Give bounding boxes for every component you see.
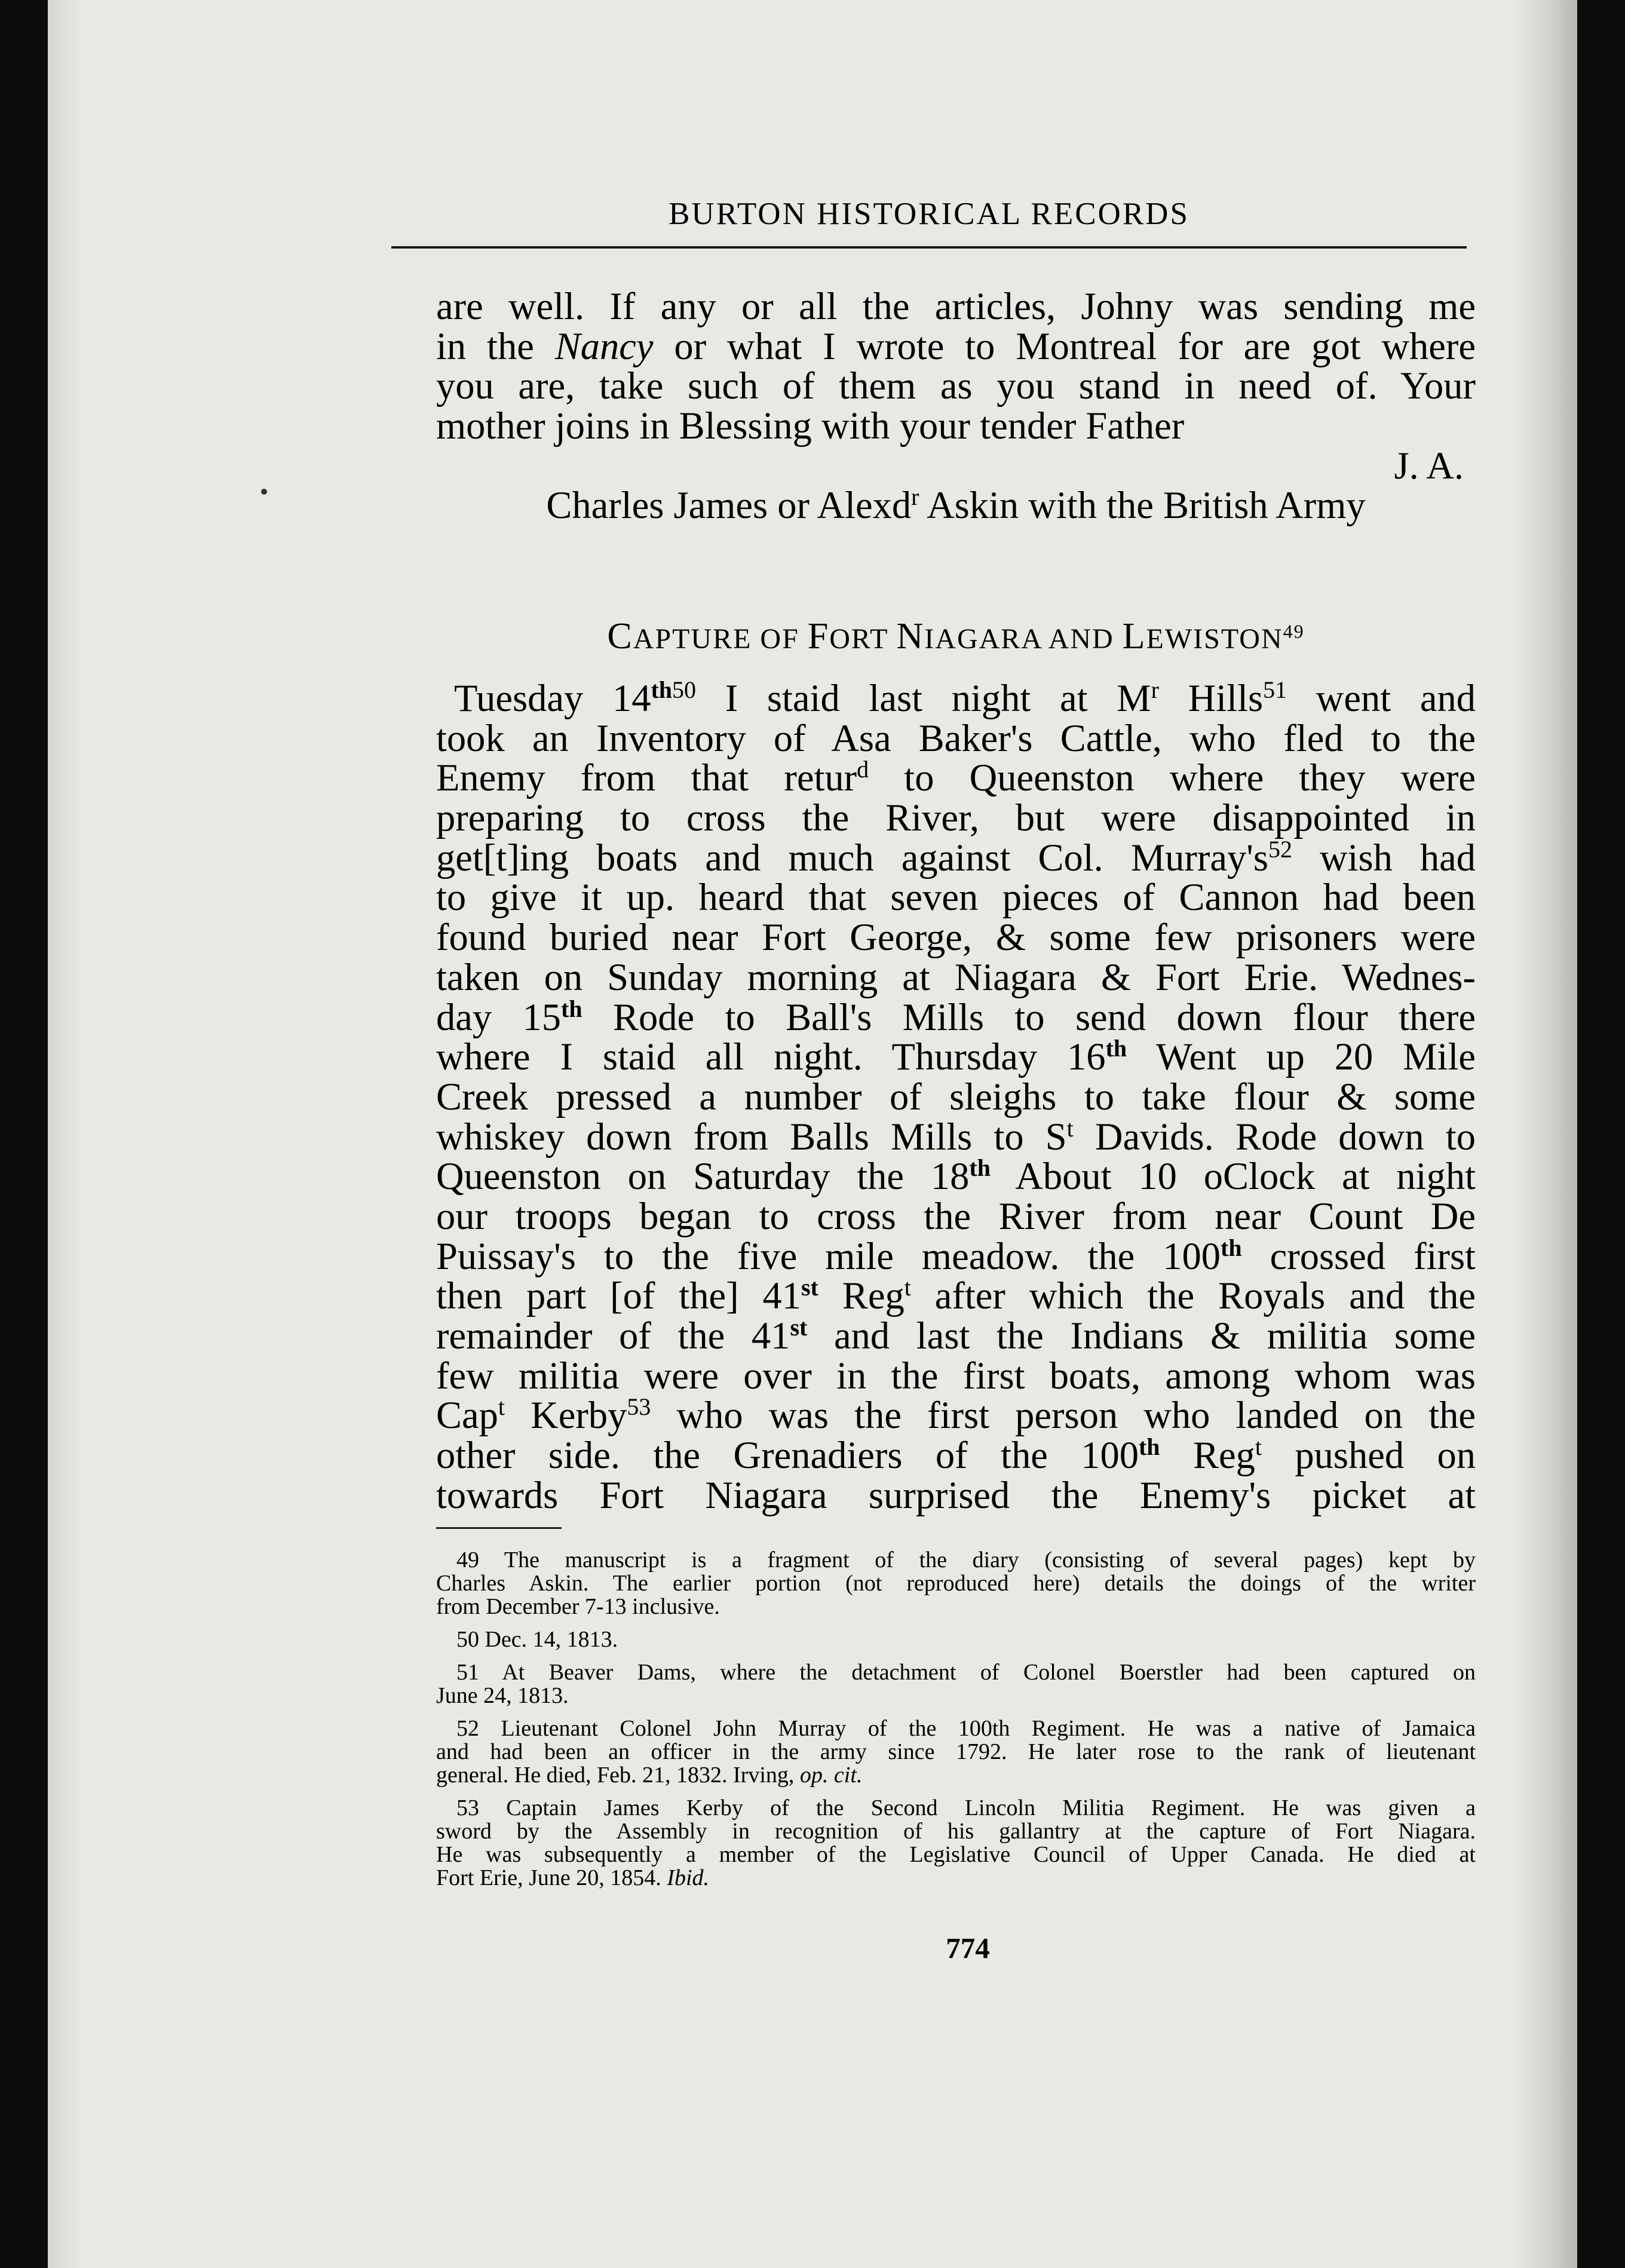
text-line: Puissay's to the five mile meadow. the 100th crossed first [436,1234,1476,1277]
footnote-51: 51 At Beaver Dams, where the detachment of Colonel Boerstler had been captured on June 24, 1813. [436,1660,1476,1708]
text-line: Enemy from that retur$^d$ to Queenston where they were [436,756,1476,799]
text-line: whiskey down from Balls Mills to $S^t$ Davids. Rode down to [436,1114,1476,1158]
text-line: Queenston on Saturday the 18th About 10 oClock at night [436,1154,1476,1198]
text-line: our troops began to cross the River from near Count De [436,1194,1476,1237]
text-line: get[t]ing boats and much against Col. $Murray's^{52}$ wish had [436,835,1476,879]
text-line: then part [of the] 41st Reg$^t$ after which the Royals and the [436,1274,1476,1317]
text-line: remainder of the 41st and last the Indians & militia some [436,1314,1476,1357]
text-line: in the Nancy or what I wrote to Montreal for are got where [436,324,1476,367]
footnote-49: 49 The manuscript is a fragment of the diary (consisting of several pages) kept by Charles Askin. The earlier portion (not reproduced here) details the doings of the writer from December 7-13 inclusive. [436,1547,1476,1619]
footnote-ref: 49 [1283,620,1305,642]
text-line: preparing to cross the River, but were disappointed in [436,796,1476,839]
text-line: taken on Sunday morning at Niagara & Fort Erie. Wednes- [436,955,1476,998]
footnote-50: 50 Dec. 14, 1813. [456,1627,618,1652]
text-line: to give it up. heard that seven pieces of Cannon had been [436,876,1476,919]
header-rule [391,246,1467,249]
footnote-53: 53 Captain James Kerby of the Second Lincoln Militia Regiment. He was given a sword by the Assembly in recognition of his gallantry at the capture of Fort Niagara. He was subsequently a member of the Legislative Council of Upper Canada. He died at Fort Erie, June 20, 1854. Ibid. [436,1795,1476,1890]
signature: J. A. [1394,444,1464,487]
text-line: Tuesday $14^{th50}$ I staid last night at $M^r$ Hills$^{51}$ went and [454,676,1476,719]
ship-name: Nancy [554,324,654,367]
footnote-rule [436,1527,562,1529]
letter-ending [436,287,1476,526]
page-binding-shadow [1511,0,1577,2268]
text-line: day 15th Rode to Ball's Mills to send down flour there [436,995,1476,1038]
footnotes [436,1549,1476,1899]
section-title: CAPTURE OF FORT NIAGARA AND LEWISTON$^{49}$ [607,616,1305,657]
page-edge-shadow [48,0,84,2268]
text-line: towards Fort Niagara surprised the Enemy's picket at [436,1473,1476,1516]
text-line: you are, take such of them as you stand in need of. Your [436,364,1476,407]
running-head: BURTON HISTORICAL RECORDS [669,197,1189,231]
page-number: 774 [946,1932,990,1964]
margin-mark [261,489,267,495]
address-line: Charles James or Alexd$^r$ Askin with the British Army [546,483,1366,527]
text-line: mother joins in Blessing with your tender Father [436,404,1185,448]
footnote-ref: 52 [1268,835,1292,863]
text-line: took an Inventory of Asa Baker's Cattle, who fled to the [436,716,1476,759]
text-line: where I staid all night. Thursday 16th Went up 20 Mile [436,1035,1476,1078]
footnote-ref: 53 [627,1393,651,1421]
footnote-ref: 50 [672,676,696,704]
text-line: few militia were over in the first boats, among whom was [436,1354,1476,1397]
text-line: other side. the Grenadiers of the 100th Reg$^t$ pushed on [436,1433,1476,1477]
text-line: are well. If any or all the articles, Johny was sending me [436,285,1476,327]
footnote-52: 52 Lieutenant Colonel John Murray of the 100th Regiment. He was a native of Jamaica and had been an officer in the army since 1792. He later rose to the rank of lieutenant general. He died, Feb. 21, 1832. Irving, op. cit. [436,1716,1476,1788]
footnote-ref: 51 [1263,676,1287,704]
text-line: Cap$^t$ Kerby$^{53}$ who was the first person who landed on the [436,1393,1476,1437]
text-line: Creek pressed a number of sleighs to take flour & some [436,1075,1476,1118]
text-line: found buried near Fort George, & some few prisoners were [436,916,1476,959]
diary-text [436,676,1476,1516]
